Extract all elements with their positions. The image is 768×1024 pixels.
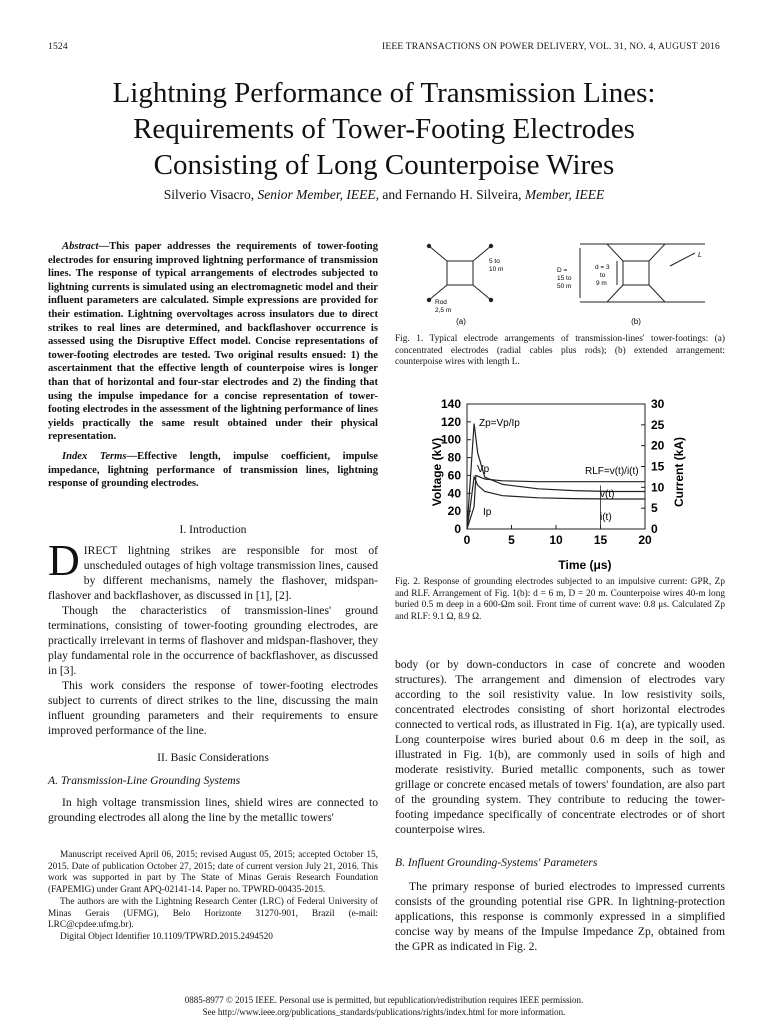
fig1a-diagram <box>429 246 491 300</box>
index-terms-text: —Effective length, impulse coefficient, impulse impedance, lightning performance of transmission lines, lightning response of grounding electrodes. <box>48 450 378 490</box>
paragraph-text: body (or by down-conductors in case of concrete and wooden structures). The arrangement and dimension of electrodes vary according to the soil resistivity value. In low resistivity soils, concentrated electrodes consisting of short horizontal electrodes connected to vertical rods, as illustrated in Fig. 1(a), are typically used. Long counterpoise wires buried about 0.6 m deep in the soil, as illustrated in Fig. 1(b), are commonly used in soils of high and moderate resistivity. Buried metallic components, such as tower grillage or concrete encased metals of towers' foundation, are also part of the grounding system. They contribute to reducing the tower-footing impedance specifically of concentrate electrodes or of short counterpoise wires. <box>395 658 725 836</box>
footer-line: 0885-8977 © 2015 IEEE. Personal use is permitted, but republication/redistribution requires IEEE permission. <box>184 995 584 1005</box>
subsection-heading: B. Influent Grounding-Systems' Parameters <box>395 856 598 869</box>
x-tick-label: 5 <box>508 533 515 547</box>
x-tick-label: 15 <box>593 533 608 547</box>
y2-tick-label: 5 <box>651 501 658 516</box>
y-tick-label: 100 <box>440 432 461 447</box>
y-tick-label: 140 <box>440 397 461 411</box>
fig1a-rod-label: 2,5 m <box>435 307 452 314</box>
y-tick-label: 0 <box>454 522 461 536</box>
fig1b-D-label: 50 m <box>557 283 572 290</box>
fig1b-d-label: d = 3 <box>595 264 610 271</box>
x-tick-label: 0 <box>463 533 471 547</box>
drop-cap: D <box>48 536 80 585</box>
y2-tick-label: 20 <box>651 438 665 453</box>
x-tick-label: 10 <box>549 533 563 547</box>
section-heading: I. Introduction <box>179 523 247 536</box>
right-column-body-2 <box>395 879 725 954</box>
fig1b-d-label: 9 m <box>596 280 607 287</box>
fig1b-diagram <box>580 244 705 302</box>
paper-title <box>40 75 728 183</box>
copyright-footer <box>40 994 728 1018</box>
fig1a-label: (a) <box>456 317 466 326</box>
y2-tick-label: 15 <box>651 459 665 474</box>
page-number: 1524 <box>48 42 68 52</box>
title-line: Lightning Performance of Transmission Lines: <box>112 77 656 109</box>
title-line: Requirements of Tower-Footing Electrodes <box>133 113 635 145</box>
fig1b-L-label: L <box>698 252 702 259</box>
author-role: Member, IEEE <box>524 187 605 202</box>
author-line <box>40 187 728 203</box>
footnote: The authors are with the Lightning Research Center (LRC) of Federal University of Minas Gerais (UFMG), Belo Horizonte 31270-901, Brazil (e-mail: LRC@cpdee.ufmg.br). <box>48 896 378 931</box>
abstract-text: —This paper addresses the requirements of tower-footing electrodes for ensuring improved lightning performance of transmission lines. The response of typical arrangements of electrodes subjected to lightning currents is simulated using an electromagnetic model and their influent parameters are calculated. Simple expressions are provided for their estimation. Lightning overvoltages across insulators due to direct strikes to real lines are determined, and backflashover occurrence is assessed using the Disruptive Effect model. Concise representations of tower-footing electrodes are tested. Two original results ensued: 1) the ascertainment that the effective length of counterpoise wires is longer than that of horizontal and four-star electrodes and 2) the finding that using the impulse impedance for a concise representation of tower-footing electrodes in the assessment of the lightning performance of lines yields practically the same result obtained under their physical representation. <box>48 241 378 443</box>
paragraph-text: In high voltage transmission lines, shield wires are connected to grounding electrodes all along the line by the metallic towers' <box>48 796 378 824</box>
x-tick-label: 20 <box>638 533 652 547</box>
fig1b-d-label: to <box>600 272 606 279</box>
paragraph-text: The primary response of buried electrodes to impressed currents consists of the grounding potential rise GPR. In lightning-protection applications, this response is commonly expressed in a simplified concise way by means of the Impulse Impedance Zp, obtained from the GPR as indicated in Fig. 2. <box>395 880 725 953</box>
series-line <box>467 477 645 529</box>
author-name: Fernando H. Silveira, <box>405 187 522 202</box>
fig1a-dist-label: 10 m <box>489 266 504 273</box>
footnote: Digital Object Identifier 10.1109/TPWRD.2015.2494520 <box>60 931 273 942</box>
y2-tick-label: 25 <box>651 417 665 432</box>
footnote: Manuscript received April 06, 2015; revised August 05, 2015; accepted October 15, 2015. Date of publication October 27, 2015; date of current version July 21, 2016. This work was supported in part by The State of Minas Gerais Research Foundation (FAPEMIG) under Grant APQ-02141-14. Paper no. TPWRD-00435-2015. <box>48 850 378 896</box>
fig1a-rod-label: Rod <box>435 299 447 306</box>
intro-paragraph: This work considers the response of tower-footing electrodes subject to currents of direct strikes to the line, discussing the main influent grounding parameters and their requirements to ensure improved performance of the line. <box>48 679 378 737</box>
intro-paragraph: IRECT lightning strikes are responsible for most of unscheduled outages of high voltage transmission lines, caused by different mechanisms, namely the flashover, midspan-flashover and backflashover, as discussed in [1], [2]. <box>48 544 378 602</box>
x-axis-label: Time (μs) <box>558 558 612 572</box>
y-tick-label: 40 <box>447 486 461 501</box>
series-line <box>467 475 645 529</box>
fig1b-D-label: 15 to <box>557 275 572 282</box>
footer-line: See http://www.ieee.org/publications_standards/publications/rights/index.html for more information. <box>202 1007 566 1017</box>
author-name: Silverio Visacro, <box>163 187 255 202</box>
journal-header: IEEE TRANSACTIONS ON POWER DELIVERY, VOL. 31, NO. 4, AUGUST 2016 <box>381 42 720 52</box>
y-tick-label: 80 <box>447 450 461 465</box>
figure-1 <box>395 236 725 328</box>
y2-tick-label: 10 <box>651 480 665 495</box>
y2-axis-label: Current (kA) <box>672 436 686 508</box>
annotation-vt: v(t) <box>600 489 615 500</box>
figure-2-chart <box>395 394 725 574</box>
annotation-rlf: RLF=v(t)/i(t) <box>585 466 639 477</box>
right-column-body <box>395 657 725 837</box>
fig1b-label: (b) <box>631 317 641 326</box>
fig1b-D-label: D = <box>557 267 568 274</box>
author-and: and <box>382 187 402 202</box>
subsection-heading: A. Transmission-Line Grounding Systems <box>48 774 241 787</box>
annotation-vp: Vp <box>477 464 490 475</box>
section-heading: II. Basic Considerations <box>157 751 269 764</box>
section-paragraph <box>48 795 378 825</box>
y2-tick-label: 30 <box>651 397 665 411</box>
author-role: Senior Member, IEEE, <box>257 187 379 202</box>
figure-2-caption: Fig. 2. Response of grounding electrodes subjected to an impulsive current: GPR, Zp and RLF. Arrangement of Fig. 1(b): d = 6 m, D = 20 m. Counterpoise wires 40-m long buried 0.5 m deep in a 600-Ωm soil. Front time of current wave: 0.8 μs. Calculated Zp and RLF: 9.1 Ω, 8.9 Ω. <box>395 577 725 623</box>
abstract <box>48 240 378 491</box>
intro-paragraph: Though the characteristics of transmission-lines' ground terminations, consisting of tower-footing grounding electrodes, are practically irrelevant in terms of flashover and midspan-flashover, they play fundamental role in the occurrence of backflashover, as discussed in [3]. <box>48 604 378 677</box>
footnotes <box>48 850 378 944</box>
annotation-ip: Ip <box>483 507 492 518</box>
intro-body <box>48 536 378 738</box>
annotation-it: i(t) <box>600 512 612 523</box>
title-line: Consisting of Long Counterpoise Wires <box>153 149 615 181</box>
fig1a-dist-label: 5 to <box>489 258 500 265</box>
index-terms-label: Index Terms <box>62 450 127 462</box>
figure-1-caption: Fig. 1. Typical electrode arrangements of transmission-lines' tower-footings: (a) concentrated electrodes (radial cables plus rods); (b) extended arrangement: counterpoise wires with length L. <box>395 334 725 368</box>
y-axis-label: Voltage (kV) <box>430 437 444 507</box>
y-tick-label: 60 <box>447 468 461 483</box>
y2-tick-label: 0 <box>651 522 658 536</box>
annotation-zp: Zp=Vp/Ip <box>479 418 520 429</box>
y-tick-label: 20 <box>447 504 461 519</box>
y-tick-label: 120 <box>440 414 461 429</box>
abstract-label: Abstract <box>62 241 99 252</box>
